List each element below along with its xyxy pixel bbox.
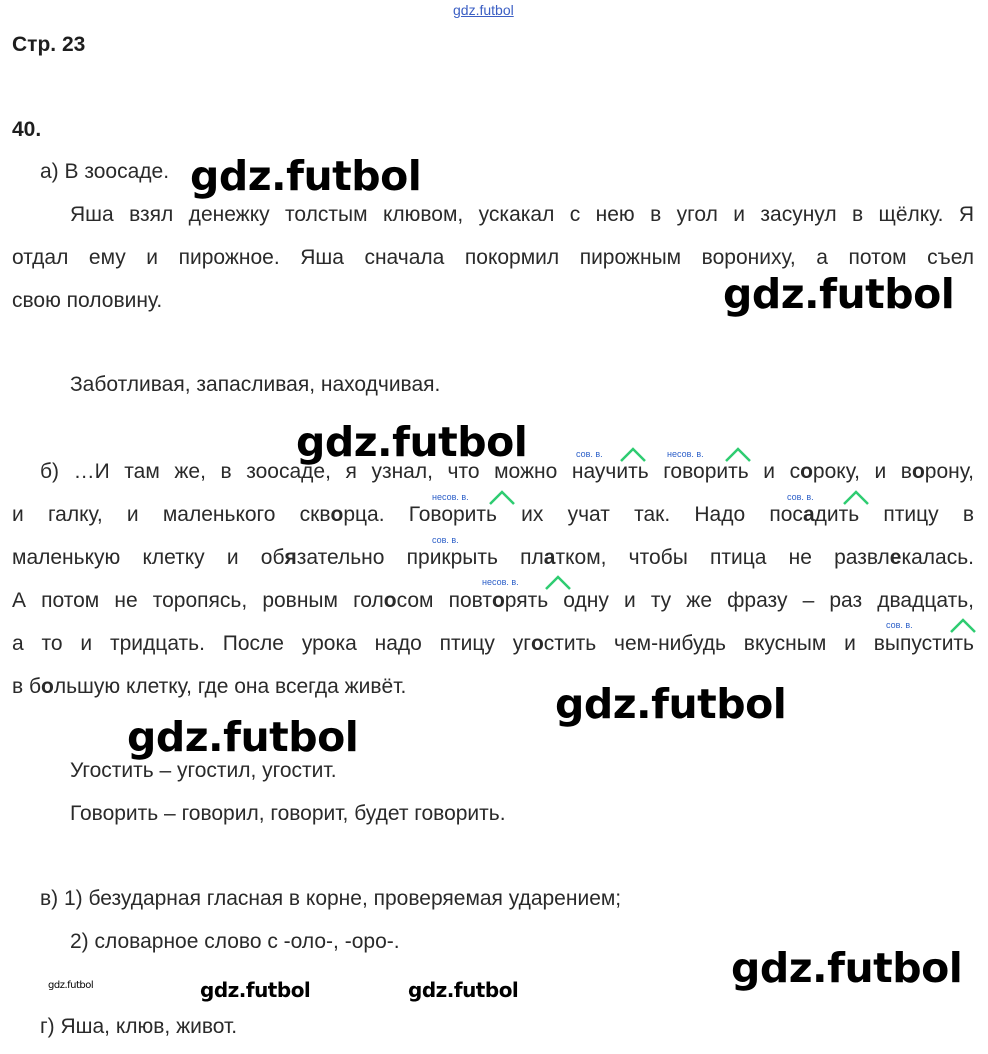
highlighted-vowel: о (491, 589, 505, 612)
part-a-label: а) В зоосаде. (40, 160, 170, 183)
aspect-tag-perfective: сов. в. (886, 620, 913, 630)
text-span: в б (12, 675, 42, 698)
aspect-tag-imperfective: несов. в. (482, 577, 519, 587)
text-span: и галку, и маленького скв (12, 503, 331, 526)
stress-caret-icon (489, 489, 515, 505)
part-a-adjectives: Заботливая, запасливая, находчивая. (70, 373, 441, 396)
part-a-line: Яша взял денежку толстым клювом, ускакал с нею в угол и засунул в щёлку. Я (70, 203, 974, 226)
highlighted-vowel: о (330, 503, 344, 526)
watermark: gdz.futbol (200, 978, 311, 1002)
highlighted-vowel: о (800, 460, 813, 483)
highlighted-vowel: е (889, 546, 902, 569)
part-a-line: отдал ему и пирожное. Яша сначала покормил пирожным ворониху, а потом съел (12, 246, 974, 269)
watermark: gdz.futbol (190, 152, 422, 200)
text-span: року, и в (812, 460, 912, 483)
text-span: рять одну и ту же фразу – раз двадцать, (504, 589, 974, 612)
highlighted-vowel: а (802, 503, 815, 526)
highlighted-vowel: о (41, 675, 54, 698)
stress-caret-icon (950, 617, 976, 633)
part-v-line-1: в) 1) безударная гласная в корне, проверяемая ударением; (40, 887, 622, 910)
part-a-line: свою половину. (12, 289, 163, 312)
page-label: Стр. 23 (12, 33, 86, 56)
part-g: г) Яша, клюв, живот. (40, 1015, 238, 1038)
stress-caret-icon (843, 489, 869, 505)
part-b-line-2 (12, 503, 974, 527)
aspect-tag-perfective: сов. в. (787, 492, 814, 502)
text-span: дить птицу в (814, 503, 974, 526)
watermark: gdz.futbol (555, 680, 787, 728)
verb-forms-govorit: Говорить – говорил, говорит, будет говорить. (70, 802, 506, 825)
text-span: калась. (901, 546, 974, 569)
highlighted-vowel: о (911, 460, 925, 483)
watermark-top: gdz.futbol (453, 2, 514, 18)
text-span: рону, (924, 460, 974, 483)
text-span: льшую клетку, где она всегда живёт. (53, 675, 407, 698)
aspect-tag-imperfective: несов. в. (432, 492, 469, 502)
text-span: сом повт (396, 589, 492, 612)
watermark: gdz.futbol (408, 978, 519, 1002)
part-b-line-5 (12, 632, 974, 656)
highlighted-vowel: я (284, 546, 297, 569)
watermark: gdz.futbol (48, 980, 94, 991)
text-span: А потом не торопясь, ровным гол (12, 589, 384, 612)
text-span: тком, чтобы птица не развл (555, 546, 890, 569)
highlighted-vowel: о (383, 589, 397, 612)
watermark: gdz.futbol (731, 944, 963, 992)
text-span: стить чем-нибудь вкусным и выпустить (543, 632, 974, 655)
aspect-tag-imperfective: несов. в. (667, 449, 704, 459)
watermark: gdz.futbol (296, 418, 528, 466)
text-span: зательно прикрыть пл (296, 546, 544, 569)
stress-caret-icon (620, 446, 646, 462)
part-v-line-2: 2) словарное слово с -оло-, -оро-. (70, 930, 400, 953)
part-b-line-3 (12, 546, 974, 570)
aspect-tag-perfective: сов. в. (432, 535, 459, 545)
aspect-tag-perfective: сов. в. (576, 449, 603, 459)
text-span: маленькую клетку и об (12, 546, 285, 569)
text-span: а то и тридцать. После урока надо птицу уг (12, 632, 531, 655)
part-b-line-6 (12, 675, 406, 699)
watermark: gdz.futbol (723, 270, 955, 318)
highlighted-vowel: а (543, 546, 556, 569)
text-span: рца. Говорить их учат так. Надо пос (343, 503, 803, 526)
verb-forms-ugostit: Угостить – угостил, угостит. (70, 759, 337, 782)
part-b-line-4 (12, 589, 974, 613)
watermark: gdz.futbol (127, 713, 359, 761)
highlighted-vowel: о (530, 632, 544, 655)
stress-caret-icon (725, 446, 751, 462)
exercise-number: 40. (12, 118, 42, 141)
text-span: б) …И там же, в зоосаде, я узнал, что можно научить говорить и с (40, 460, 801, 483)
stress-caret-icon (545, 574, 571, 590)
